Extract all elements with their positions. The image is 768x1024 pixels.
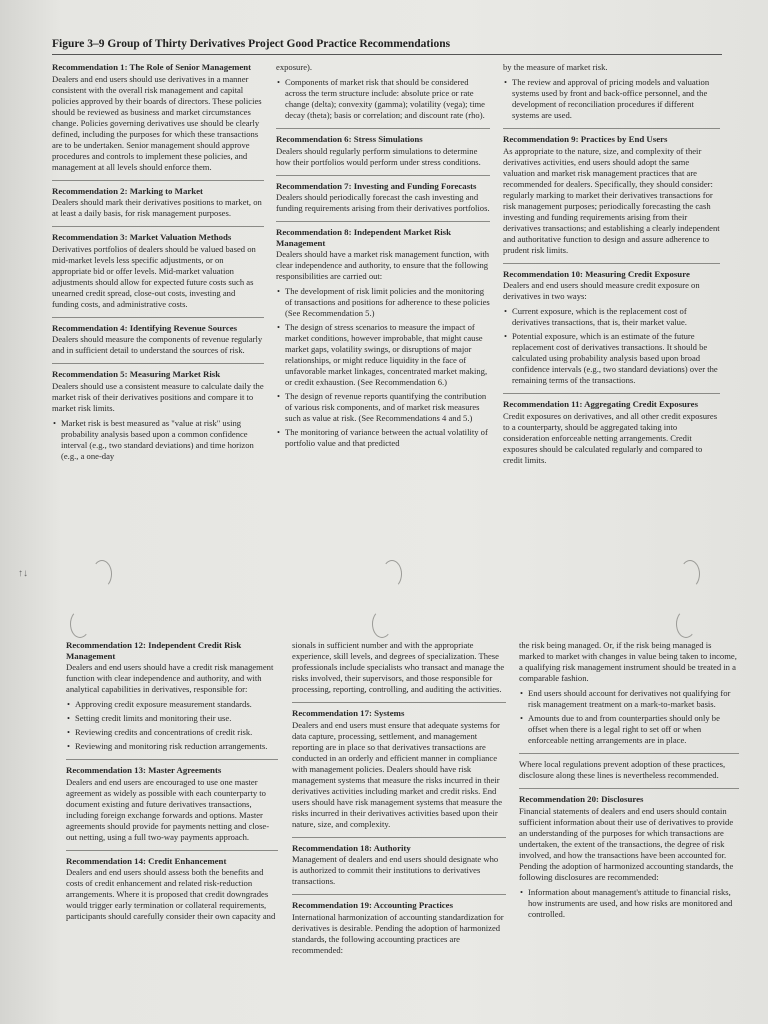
bullet-list (66, 699, 278, 752)
bullet-list (503, 306, 720, 386)
recommendation-body: the risk being managed. Or, if the risk being managed is marked to market with changes in value being taken to income, a qualifying risk management instrument should be treated in a comparable fashion. (519, 640, 737, 683)
bottom-page-half (0, 600, 768, 1024)
bullet-list (52, 418, 264, 462)
bullet-item: • End users should account for derivatives not qualifying for risk management treatment on a mark-to-market basis. (519, 688, 739, 710)
recommendation-block (66, 856, 278, 930)
recommendation-body: International harmonization of accounting standardization for derivatives is desirable. Pending the adoption of harmonized standards, the following accounting practices are recommended: (292, 911, 504, 955)
recommendation-block (276, 181, 490, 223)
recommendation-title: Recommendation 3: Market Valuation Methods (52, 232, 232, 242)
recommendation-title: Recommendation 2: Marking to Market (52, 185, 203, 196)
binding-hole-mark (70, 610, 90, 638)
bullet-item: • Reviewing credits and concentrations of credit risk. (66, 727, 278, 738)
binding-hole-mark (92, 560, 112, 588)
bullet-item: • Components of market risk that should be considered across the term structure include: absolute price or rate change (delta); convexity (gamma); volatility (vega); time decay (theta); basis or correlation; and discount rate (rho). (276, 77, 490, 121)
recommendation-body: Dealers and end users should use derivatives in a manner consistent with the overall risk management and capital policies approved by their boards of directors. These policies should be reviewed as business and market circumstances change. Policies governing derivatives use should be clearly defined, including the purposes for which these transactions are to be undertaken. Senior management should approve procedures and controls to implement these policies, and management at all levels should enforce them. (52, 73, 262, 172)
recommendation-block (52, 323, 264, 365)
figure-title: Figure 3–9 Group of Thirty Derivatives Project Good Practice Recommendations (52, 38, 722, 55)
recommendation-block (276, 62, 490, 129)
binding-hole-mark (372, 610, 392, 638)
binding-hole-mark (382, 560, 402, 588)
recommendation-block (276, 227, 490, 456)
recommendation-block (503, 134, 720, 264)
recommendation-body: sionals in sufficient number and with the appropriate experience, skill levels, and degrees of specialization. These professionals include specialists who transact and manage the risks involved, their supervisors, and those responsible for processing, reporting, controlling, and auditing the activities. (292, 640, 505, 694)
recommendation-body: Dealers should have a market risk management function, with clear independence and authority, to ensure that the following responsibilities are carried out: (276, 249, 490, 281)
recommendation-block (519, 640, 739, 754)
bullet-item: • Current exposure, which is the replacement cost of derivatives transactions, that is, their market value. (503, 306, 720, 328)
bullet-item: • Setting credit limits and monitoring their use. (66, 713, 278, 724)
recommendation-block (52, 62, 264, 181)
bullet-item: • The design of stress scenarios to measure the impact of market conditions, however improbable, that might cause market gaps, volatility swings, or disruptions of major relationships, or might reduce liquidity in the face of unfavorable market linkages, concentrated market making, or credit exhaustion. (See Recommendation 6.) (276, 322, 490, 388)
recommendation-body: Dealers and end users must ensure that adequate systems for data capture, processing, settlement, and management reporting are in place so that derivatives transactions are conducted in an orderly and efficient manner in compliance with management policies. Dealers should have risk management systems that measure the risks incurred in their derivatives activities including market and credit risks. End users should have risk management systems that measure the risks incurred in their derivatives activities based upon their nature, size, and complexity. (292, 719, 503, 829)
recommendation-title: Recommendation 13: Master Agreements (66, 765, 222, 775)
bottom-column-2 (292, 640, 506, 968)
bottom-column-1 (66, 640, 278, 934)
recommendation-body: Credit exposures on derivatives, and all other credit exposures to a counterparty, should be aggregated taking into consideration enforceable netting arrangements. Credit exposures should be calculated regularly and compared to credit limits. (503, 410, 718, 465)
recommendation-title: Recommendation 8: Independent Market Risk Management (276, 227, 451, 248)
recommendation-title: Recommendation 4: Identifying Revenue Sources (52, 322, 238, 333)
bullet-item: • Information about management's attitude to financial risks, how instruments are used, and how risks are monitored and controlled. (519, 887, 739, 920)
recommendation-title: Recommendation 18: Authority (292, 842, 411, 853)
recommendation-title: Recommendation 20: Disclosures (519, 794, 644, 804)
recommendation-title: Recommendation 11: Aggregating Credit Exposures (503, 399, 698, 409)
recommendation-block (66, 640, 278, 760)
recommendation-body: Where local regulations prevent adoption of these practices, disclosure along these lines is nevertheless recommended. (519, 759, 726, 780)
recommendation-block (52, 186, 264, 228)
recommendation-body: Management of dealers and end users should designate who is authorized to commit their institutions to derivatives transactions. (292, 854, 499, 886)
recommendation-block (292, 900, 506, 963)
recommendation-block (52, 232, 264, 318)
bullet-list (519, 688, 739, 746)
recommendation-body: by the measure of market risk. (503, 62, 608, 72)
top-column-2 (276, 62, 490, 461)
bottom-column-3 (519, 640, 739, 932)
bullet-item: • The review and approval of pricing models and valuation systems used by front and back-office personnel, and the development of reconciliation procedures if different systems are used. (503, 77, 720, 121)
bullet-item: • The monitoring of variance between the actual volatility of portfolio value and that predicted (276, 427, 490, 449)
recommendation-body: Dealers and end users should measure credit exposure on derivatives in two ways: (503, 280, 700, 301)
recommendation-block (292, 843, 506, 896)
recommendation-body: Derivatives portfolios of dealers should be valued based on mid-market levels less specific adjustments, or on appropriate bid or offer levels. Mid-market valuation adjustments should allow for expected future costs such as unearned credit spread, close-out costs, investing and funding costs, and administrative costs. (52, 243, 256, 309)
recommendation-title: Recommendation 5: Measuring Market Risk (52, 369, 221, 379)
recommendation-body: Dealers should mark their derivatives positions to market, on at least a daily basis, for risk management purposes. (52, 197, 262, 218)
binding-hole-mark (680, 560, 700, 588)
recommendation-title: Recommendation 7: Investing and Funding Forecasts (276, 180, 477, 191)
bullet-item: • Approving credit exposure measurement standards. (66, 699, 278, 710)
recommendation-title: Recommendation 1: The Role of Senior Management (52, 62, 252, 72)
recommendation-block (292, 640, 506, 703)
recommendation-body: Dealers and end users should have a credit risk management function with clear independence and authority, and with analytical capabilities in derivatives, responsible for: (66, 662, 274, 694)
recommendation-title: Recommendation 10: Measuring Credit Exposure (503, 268, 690, 279)
recommendation-block (52, 369, 264, 469)
top-column-3 (503, 62, 720, 478)
recommendation-block (503, 399, 720, 473)
recommendation-body: As appropriate to the nature, size, and complexity of their derivatives activities, end users should adopt the same valuation and market risk management practices that are recommended for dealers. Specifically, they should consider: regularly marking to market their derivatives transactions for risk management purposes; periodically forecasting the cash investing and funding requirements arising from their derivatives transactions; and establishing a clearly independent and authoritative function to design and assure adherence to prudent risk limits. (503, 145, 720, 255)
recommendation-body: Dealers should use a consistent measure to calculate daily the market risk of their derivatives positions and compare it to market risk limits. (52, 380, 264, 413)
recommendation-body: Dealers should regularly perform simulations to determine how their portfolios would perform under stress conditions. (276, 145, 481, 167)
bullet-item: • The design of revenue reports quantifying the contribution of various risk components, and of market risk measures such as value at risk. (See Recommendations 4 and 5.) (276, 391, 490, 424)
recommendation-title: Recommendation 12: Independent Credit Risk Management (66, 640, 242, 661)
recommendation-block (292, 708, 506, 838)
bullet-item: • Reviewing and monitoring risk reduction arrangements. (66, 741, 278, 752)
recommendation-block (503, 62, 720, 129)
recommendation-block (519, 759, 739, 789)
bullet-item: • Market risk is best measured as "value at risk" using probability analysis based upon a common confidence interval (e.g., two standard deviations) and time horizon (e.g., a one-day (52, 418, 264, 462)
bullet-item: • Amounts due to and from counterparties should only be offset when there is a legal right to set off or when enforceable netting arrangements are in place. (519, 713, 739, 746)
bullet-list (519, 887, 739, 920)
recommendation-body: Financial statements of dealers and end users should contain sufficient information about their use of derivatives to provide an understanding of the purposes for which transactions are undertaken, the extent of the transactions, the degree of risk involved, and how the transactions have been accounted for. Pending the adoption of harmonized accounting standards, the following disclosures are recommended: (519, 805, 734, 882)
recommendation-body: Dealers and end users should assess both the benefits and costs of credit enhancement and related risk-reduction arrangements. Where it is proposed that credit downgrades would trigger early termination or collateral requirements, participants should carefully consider their own capacity and (66, 867, 276, 921)
recommendation-body: Dealers and end users are encouraged to use one master agreement as widely as possible with each counterparty to document existing and future derivatives transactions, including foreign exchange forwards and options. Master agreements should provide for payments netting and close-out netting, using a full two-way payments approach. (66, 776, 270, 842)
recommendation-body: Dealers should periodically forecast the cash investing and funding requirements arising from their derivatives portfolios. (276, 192, 490, 213)
bullet-item: • Potential exposure, which is an estimate of the future replacement cost of derivatives transactions. It should be calculated using probability analysis based upon broad confidence intervals (e.g., two standard deviations) over the remaining terms of the transactions. (503, 331, 720, 386)
recommendation-body: exposure). (276, 62, 313, 72)
recommendation-block (66, 765, 278, 851)
recommendation-title: Recommendation 19: Accounting Practices (292, 900, 454, 910)
recommendation-block (276, 134, 490, 176)
binding-hole-mark (676, 610, 696, 638)
recommendation-block (503, 269, 720, 395)
bullet-list (503, 77, 720, 121)
recommendation-block (519, 794, 739, 927)
recommendation-title: Recommendation 6: Stress Simulations (276, 134, 423, 144)
recommendation-title: Recommendation 17: Systems (292, 708, 405, 718)
recommendation-title: Recommendation 14: Credit Enhancement (66, 855, 227, 866)
recommendation-body: Dealers should measure the components of revenue regularly and in sufficient detail to understand the sources of risk. (52, 334, 263, 355)
bullet-list (276, 77, 490, 121)
top-column-1 (52, 62, 264, 474)
margin-pencil-mark: ↑↓ (18, 568, 28, 579)
bullet-item: • The development of risk limit policies and the monitoring of transactions and positions for adherence to these policies (See Recommendation 5.) (276, 286, 490, 319)
bullet-list (276, 286, 490, 449)
recommendation-title: Recommendation 9: Practices by End Users (503, 134, 668, 144)
